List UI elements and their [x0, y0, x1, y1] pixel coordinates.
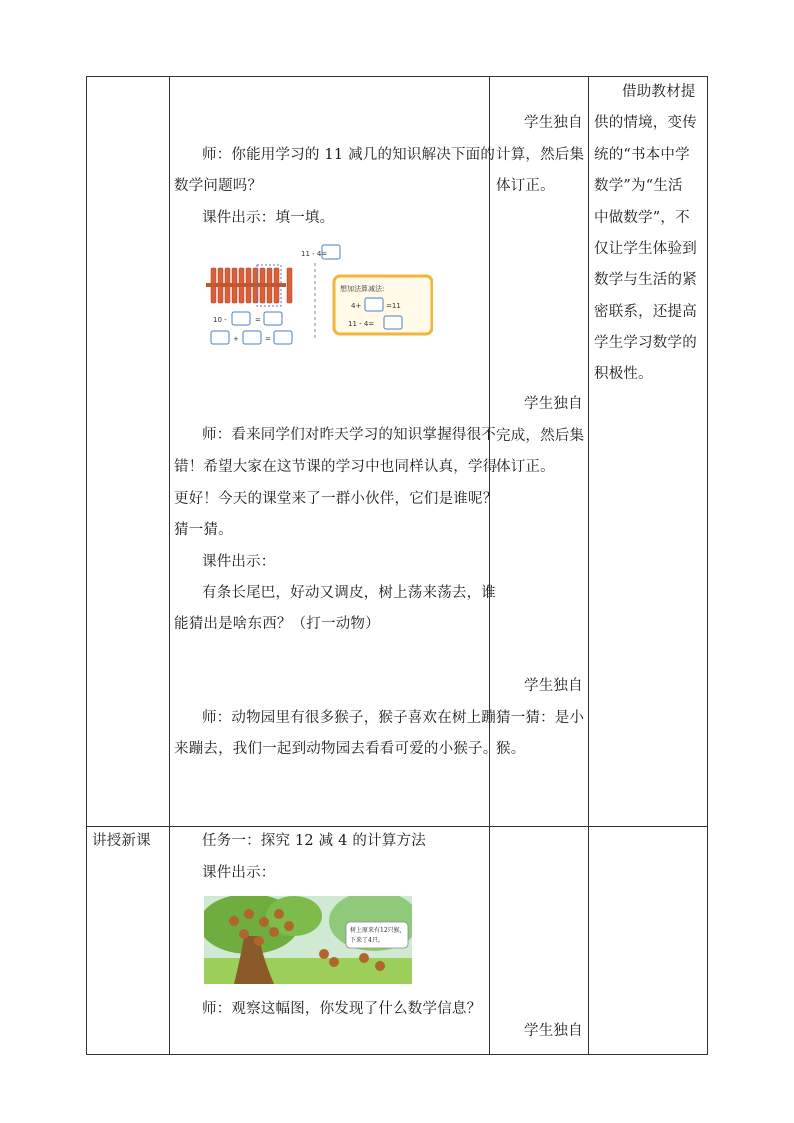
design-intent-l9: 学生学习数学的	[594, 335, 697, 351]
eq-left1-a: 10 -	[213, 316, 227, 324]
teacher-comment-line3: 更好！今天的课堂来了一群小伙伴，它们是谁呢？	[174, 491, 498, 507]
observe-question: 师：观察这幅图，你发现了什么数学信息？	[202, 1001, 482, 1017]
student-activity-b1: 学生独自	[524, 396, 583, 412]
bubble-line2: 下来了4只。	[350, 937, 384, 944]
section-label: 讲授新课	[92, 833, 151, 849]
col-divider-3	[588, 76, 589, 1055]
student-activity-a3: 体订正。	[496, 178, 555, 194]
teacher-question-line2: 数学问题吗？	[174, 178, 263, 194]
teacher-zoo-line2: 来蹦去，我们一起到动物园去看看可爱的小猴子。	[174, 741, 498, 757]
teacher-comment-line2: 错！希望大家在这节课的学习中也同样认真，学得	[174, 459, 498, 475]
design-intent-l2: 供的情境，变传	[594, 115, 697, 131]
teacher-comment-line4: 猜一猜。	[174, 522, 233, 538]
student-activity-d1: 学生独自	[524, 1023, 583, 1039]
design-intent-l7: 数学与生活的紧	[594, 272, 697, 288]
counting-sticks-illustration	[203, 241, 433, 349]
monkey-tree-illustration	[204, 896, 412, 984]
table-right-border	[707, 76, 708, 1055]
design-intent-l1: 借助教材提	[622, 84, 696, 100]
design-intent-l5: 中做数学”，不	[594, 210, 690, 226]
student-activity-c3: 猴。	[496, 741, 526, 757]
task-title: 任务一：探究 12 减 4 的计算方法	[202, 833, 426, 849]
counting-sticks-figure	[203, 241, 433, 349]
student-activity-b2: 完成，然后集	[496, 428, 585, 444]
student-activity-c2: 猜一猜：是小	[496, 710, 585, 726]
student-activity-a2: 计算，然后集	[496, 147, 585, 163]
teacher-zoo-line1: 师：动物园里有很多猴子，猴子喜欢在树上蹦	[202, 710, 496, 726]
design-intent-l3: 统的“书本中学	[594, 147, 690, 163]
monkey-tree-picture	[204, 896, 412, 984]
design-intent-l8: 密联系，还提高	[594, 304, 697, 320]
col-divider-2	[489, 76, 490, 1055]
eq-left2-b: =	[265, 335, 271, 343]
eq-left1-b: =	[255, 316, 261, 324]
table-top-border	[86, 76, 708, 77]
design-intent-l6: 仅让学生体验到	[594, 241, 697, 257]
hint-eq2: 11 - 4=	[348, 320, 375, 328]
bubble-line1: 树上原来有12只猴,	[350, 927, 402, 934]
eq-left2-a: +	[233, 335, 239, 343]
table-bottom-border	[86, 1054, 708, 1055]
riddle-line2: 能猜出是啥东西？（打一动物）	[174, 616, 380, 632]
hint-eq1-b: =11	[386, 302, 401, 310]
teacher-question-line1: 师：你能用学习的 11 减几的知识解决下面的	[202, 147, 496, 163]
table-left-border	[86, 76, 87, 1055]
student-activity-b3: 体订正。	[496, 459, 555, 475]
col-divider-1	[169, 76, 170, 1055]
hint-eq1-a: 4+	[351, 302, 362, 310]
hint-title: 想加法算减法:	[340, 285, 385, 293]
courseware-label-2: 课件出示：	[202, 554, 276, 570]
design-intent-l4: 数学”为“生活	[594, 178, 683, 194]
eq-top-text: 11 - 4=	[301, 250, 328, 258]
student-activity-a1: 学生独自	[524, 115, 583, 131]
courseware-label: 课件出示：填一填。	[202, 210, 335, 226]
design-intent-l10: 积极性。	[594, 366, 653, 382]
courseware-label-3: 课件出示：	[202, 865, 276, 881]
teacher-comment-line1: 师：看来同学们对昨天学习的知识掌握得很不	[202, 427, 496, 443]
riddle-line1: 有条长尾巴，好动又调皮，树上荡来荡去，谁	[202, 585, 496, 601]
student-activity-c1: 学生独自	[524, 678, 583, 694]
